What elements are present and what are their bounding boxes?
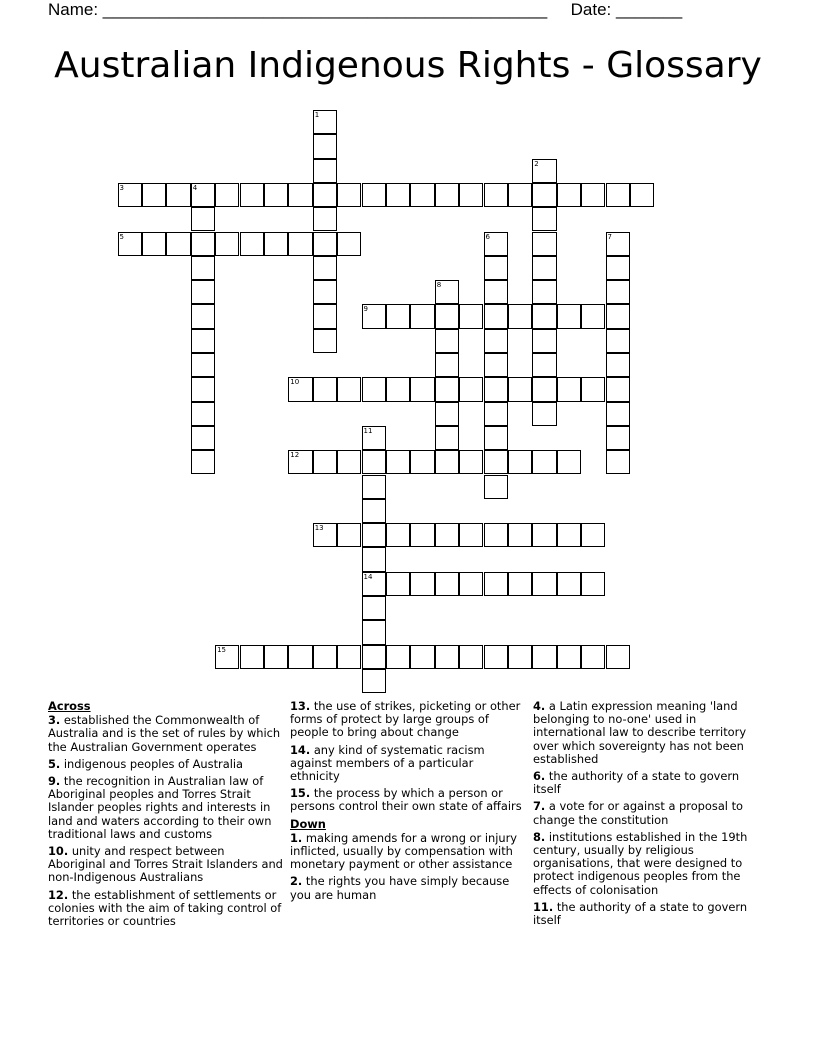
crossword-cell[interactable] bbox=[288, 450, 312, 474]
crossword-cell[interactable] bbox=[386, 304, 410, 328]
crossword-cell[interactable] bbox=[313, 377, 337, 401]
crossword-cell[interactable] bbox=[508, 572, 532, 596]
crossword-cell[interactable] bbox=[459, 572, 483, 596]
crossword-cell[interactable] bbox=[532, 207, 556, 231]
clue-number: 3 bbox=[119, 183, 124, 192]
crossword-cell[interactable] bbox=[410, 377, 434, 401]
crossword-cell[interactable] bbox=[362, 596, 386, 620]
crossword-cell[interactable] bbox=[362, 183, 386, 207]
crossword-cell[interactable] bbox=[313, 256, 337, 280]
crossword-cell[interactable] bbox=[435, 353, 459, 377]
crossword-cell[interactable] bbox=[337, 523, 361, 547]
crossword-cell[interactable] bbox=[337, 232, 361, 256]
crossword-cell[interactable] bbox=[435, 183, 459, 207]
crossword-cell[interactable] bbox=[484, 304, 508, 328]
clue-across-10: 10. unity and respect between Aboriginal and Torres Strait Islanders and non-Indigenous Australians bbox=[48, 844, 283, 885]
crossword-cell[interactable] bbox=[508, 523, 532, 547]
crossword-cell[interactable] bbox=[362, 669, 386, 693]
clue-down-7: 7. a vote for or against a proposal to change the constitution bbox=[533, 799, 744, 827]
crossword-cell[interactable] bbox=[557, 304, 581, 328]
crossword-cell[interactable] bbox=[288, 377, 312, 401]
crossword-cell[interactable] bbox=[337, 450, 361, 474]
crossword-cell[interactable] bbox=[410, 572, 434, 596]
crossword-cell[interactable] bbox=[386, 377, 410, 401]
crossword-cell[interactable] bbox=[362, 620, 386, 644]
crossword-cell[interactable] bbox=[435, 280, 459, 304]
crossword-cell[interactable] bbox=[313, 329, 337, 353]
crossword-cell[interactable] bbox=[264, 232, 288, 256]
crossword-cell[interactable] bbox=[362, 377, 386, 401]
crossword-cell[interactable] bbox=[410, 450, 434, 474]
crossword-cell[interactable] bbox=[508, 645, 532, 669]
crossword-cell[interactable] bbox=[313, 232, 337, 256]
crossword-cell[interactable] bbox=[484, 183, 508, 207]
crossword-cell[interactable] bbox=[557, 450, 581, 474]
crossword-cell[interactable] bbox=[557, 523, 581, 547]
crossword-cell[interactable] bbox=[362, 645, 386, 669]
crossword-cell[interactable] bbox=[288, 232, 312, 256]
crossword-cell[interactable] bbox=[313, 280, 337, 304]
crossword-cell[interactable] bbox=[484, 280, 508, 304]
crossword-cell[interactable] bbox=[386, 523, 410, 547]
crossword-cell[interactable] bbox=[288, 645, 312, 669]
crossword-cell[interactable] bbox=[410, 304, 434, 328]
crossword-cell[interactable] bbox=[435, 450, 459, 474]
crossword-cell[interactable] bbox=[191, 402, 215, 426]
crossword-cell[interactable] bbox=[606, 645, 630, 669]
crossword-cell[interactable] bbox=[191, 207, 215, 231]
crossword-cell[interactable] bbox=[508, 450, 532, 474]
crossword-cell[interactable] bbox=[313, 450, 337, 474]
crossword-cell[interactable] bbox=[484, 426, 508, 450]
crossword-cell[interactable] bbox=[313, 304, 337, 328]
crossword-cell[interactable] bbox=[532, 304, 556, 328]
clue-number: 7 bbox=[607, 232, 612, 241]
crossword-cell[interactable] bbox=[166, 232, 190, 256]
crossword-cell[interactable] bbox=[484, 645, 508, 669]
down-heading: Down bbox=[290, 816, 326, 831]
crossword-cell[interactable] bbox=[118, 183, 142, 207]
clue-number: 6 bbox=[485, 232, 490, 241]
crossword-cell[interactable] bbox=[435, 402, 459, 426]
crossword-cell[interactable] bbox=[191, 232, 215, 256]
crossword-cell[interactable] bbox=[435, 572, 459, 596]
crossword-cell[interactable] bbox=[484, 523, 508, 547]
crossword-cell[interactable] bbox=[386, 450, 410, 474]
crossword-cell[interactable] bbox=[118, 232, 142, 256]
crossword-cell[interactable] bbox=[386, 572, 410, 596]
crossword-cell[interactable] bbox=[606, 304, 630, 328]
crossword-cell[interactable] bbox=[532, 280, 556, 304]
clue-number: 10 bbox=[290, 378, 300, 387]
crossword-cell[interactable] bbox=[264, 645, 288, 669]
crossword-cell[interactable] bbox=[532, 353, 556, 377]
crossword-cell[interactable] bbox=[630, 183, 654, 207]
clue-number: 5 bbox=[119, 232, 124, 241]
date-field-label: Date: _______ bbox=[570, 0, 683, 19]
crossword-cell[interactable] bbox=[410, 645, 434, 669]
clue-number: 11 bbox=[363, 426, 373, 435]
crossword-cell[interactable] bbox=[484, 329, 508, 353]
crossword-cell[interactable] bbox=[508, 377, 532, 401]
crossword-cell[interactable] bbox=[240, 232, 264, 256]
crossword-cell[interactable] bbox=[581, 183, 605, 207]
name-field-label: Name: _______________________________________________ bbox=[48, 0, 548, 19]
crossword-cell[interactable] bbox=[484, 232, 508, 256]
crossword-cell[interactable] bbox=[142, 232, 166, 256]
crossword-cell[interactable] bbox=[191, 304, 215, 328]
clue-down-1: 1. making amends for a wrong or injury inflicted, usually by compensation with monetary payment or other assistance bbox=[290, 830, 518, 872]
crossword-cell[interactable] bbox=[313, 645, 337, 669]
crossword-cell[interactable] bbox=[386, 645, 410, 669]
crossword-cell[interactable] bbox=[410, 523, 434, 547]
crossword-cell[interactable] bbox=[606, 183, 630, 207]
crossword-cell[interactable] bbox=[337, 183, 361, 207]
crossword-cell[interactable] bbox=[606, 402, 630, 426]
crossword-cell[interactable] bbox=[606, 377, 630, 401]
clue-down-2: 2. the rights you have simply because you are human bbox=[290, 874, 510, 902]
clue-number: 4 bbox=[192, 183, 198, 192]
crossword-cell[interactable] bbox=[532, 645, 556, 669]
crossword-cell[interactable] bbox=[459, 645, 483, 669]
crossword-cell[interactable] bbox=[362, 572, 386, 596]
crossword-cell[interactable] bbox=[459, 377, 483, 401]
crossword-cell[interactable] bbox=[532, 256, 556, 280]
clue-across-9: 9. the recognition in Australian law of Aboriginal peoples and Torres Strait Islander peoples rights and interests in land and waters according to their own traditional laws and customs bbox=[48, 774, 272, 841]
crossword-cell[interactable] bbox=[362, 523, 386, 547]
crossword-cell[interactable] bbox=[435, 426, 459, 450]
clue-column-3 bbox=[533, 700, 769, 931]
crossword-cell[interactable] bbox=[606, 329, 630, 353]
crossword-cell[interactable] bbox=[606, 232, 630, 256]
crossword-cell[interactable] bbox=[362, 475, 386, 499]
crossword-cell[interactable] bbox=[532, 159, 556, 183]
crossword-cell[interactable] bbox=[191, 256, 215, 280]
crossword-cell[interactable] bbox=[484, 377, 508, 401]
clue-down-6: 6. the authority of a state to govern itself bbox=[533, 769, 740, 797]
crossword-cell[interactable] bbox=[191, 450, 215, 474]
clue-number: 9 bbox=[363, 305, 368, 314]
clue-across-5: 5. indigenous peoples of Australia bbox=[48, 756, 244, 771]
crossword-cell[interactable] bbox=[606, 280, 630, 304]
clue-across-13: 13. the use of strikes, picketing or other forms of protect by large groups of people to bring about change bbox=[290, 699, 521, 740]
crossword-cell[interactable] bbox=[313, 134, 337, 158]
clue-number: 2 bbox=[534, 159, 539, 168]
crossword-cell[interactable] bbox=[191, 280, 215, 304]
crossword-cell[interactable] bbox=[606, 353, 630, 377]
crossword-cell[interactable] bbox=[362, 547, 386, 571]
crossword-cell[interactable] bbox=[191, 329, 215, 353]
crossword-cell[interactable] bbox=[581, 377, 605, 401]
crossword-cell[interactable] bbox=[532, 232, 556, 256]
clue-number: 12 bbox=[290, 451, 300, 460]
crossword-cell[interactable] bbox=[508, 183, 532, 207]
crossword-cell[interactable] bbox=[435, 329, 459, 353]
crossword-cell[interactable] bbox=[435, 304, 459, 328]
crossword-cell[interactable] bbox=[557, 183, 581, 207]
crossword-cell[interactable] bbox=[264, 183, 288, 207]
crossword-cell[interactable] bbox=[191, 426, 215, 450]
crossword-cell[interactable] bbox=[484, 450, 508, 474]
crossword-cell[interactable] bbox=[313, 159, 337, 183]
clue-column-2 bbox=[290, 700, 526, 906]
clue-across-15: 15. the process by which a person or persons control their own state of affairs bbox=[290, 786, 522, 814]
crossword-cell[interactable] bbox=[386, 183, 410, 207]
crossword-cell[interactable] bbox=[435, 523, 459, 547]
clue-column-1 bbox=[48, 700, 284, 932]
crossword-cell[interactable] bbox=[532, 402, 556, 426]
crossword-cell[interactable] bbox=[215, 232, 239, 256]
crossword-cell[interactable] bbox=[142, 183, 166, 207]
crossword-cell[interactable] bbox=[581, 304, 605, 328]
clue-down-8: 8. institutions established in the 19th century, usually by religious organisations, that were designed to protect indigenous peoples from the effects of colonisation bbox=[533, 829, 748, 897]
clue-number: 1 bbox=[314, 111, 320, 119]
crossword-cell[interactable] bbox=[532, 183, 556, 207]
crossword-cell[interactable] bbox=[435, 645, 459, 669]
crossword-cell[interactable] bbox=[459, 523, 483, 547]
clue-across-12: 12. the establishment of settlements or colonies with the aim of taking control of territories or countries bbox=[48, 887, 282, 929]
crossword-cell[interactable] bbox=[484, 475, 508, 499]
crossword-cell[interactable] bbox=[191, 353, 215, 377]
crossword-cell[interactable] bbox=[166, 183, 190, 207]
crossword-cell[interactable] bbox=[484, 353, 508, 377]
crossword-cell[interactable] bbox=[313, 110, 337, 134]
crossword-cell[interactable] bbox=[557, 645, 581, 669]
crossword-cell[interactable] bbox=[191, 377, 215, 401]
crossword-cell[interactable] bbox=[532, 377, 556, 401]
crossword-cell[interactable] bbox=[581, 572, 605, 596]
crossword-cell[interactable] bbox=[557, 377, 581, 401]
crossword-cell[interactable] bbox=[337, 645, 361, 669]
page-title: Australian Indigenous Rights - Glossary bbox=[54, 45, 762, 86]
clue-down-4: 4. a Latin expression meaning 'land belonging to no-one' used in international law to describe territory over which sovereignty has not been established bbox=[533, 699, 747, 766]
crossword-cell[interactable] bbox=[508, 304, 532, 328]
crossword-cell[interactable] bbox=[191, 183, 215, 207]
crossword-cell[interactable] bbox=[581, 645, 605, 669]
crossword-cell[interactable] bbox=[581, 523, 605, 547]
clue-across-3: 3. established the Commonwealth of Australia and is the set of rules by which the Australian Government operates bbox=[48, 713, 281, 754]
crossword-cell[interactable] bbox=[240, 183, 264, 207]
crossword-cell[interactable] bbox=[606, 256, 630, 280]
crossword-cell[interactable] bbox=[313, 207, 337, 231]
crossword-cell[interactable] bbox=[459, 450, 483, 474]
crossword-cell[interactable] bbox=[313, 183, 337, 207]
crossword-cell[interactable] bbox=[484, 256, 508, 280]
clue-number: 8 bbox=[436, 281, 442, 290]
crossword-cell[interactable] bbox=[532, 523, 556, 547]
crossword-cell[interactable] bbox=[532, 329, 556, 353]
crossword-cell[interactable] bbox=[288, 183, 312, 207]
crossword-cell[interactable] bbox=[215, 183, 239, 207]
across-heading: Across bbox=[48, 699, 91, 713]
crossword-cell[interactable] bbox=[215, 645, 239, 669]
crossword-cell[interactable] bbox=[410, 183, 434, 207]
crossword-cell[interactable] bbox=[362, 304, 386, 328]
crossword-cell[interactable] bbox=[606, 426, 630, 450]
clue-number: 14 bbox=[363, 572, 373, 581]
crossword-cell[interactable] bbox=[484, 402, 508, 426]
crossword-cell[interactable] bbox=[313, 523, 337, 547]
crossword-cell[interactable] bbox=[435, 377, 459, 401]
crossword-cell[interactable] bbox=[362, 499, 386, 523]
crossword-cell[interactable] bbox=[459, 183, 483, 207]
clue-number: 15 bbox=[217, 645, 227, 654]
crossword-cell[interactable] bbox=[557, 572, 581, 596]
crossword-cell[interactable] bbox=[606, 450, 630, 474]
crossword-cell[interactable] bbox=[532, 450, 556, 474]
crossword-cell[interactable] bbox=[484, 572, 508, 596]
clue-number: 13 bbox=[314, 524, 324, 533]
crossword-cell[interactable] bbox=[337, 377, 361, 401]
crossword-cell[interactable] bbox=[240, 645, 264, 669]
crossword-cell[interactable] bbox=[532, 572, 556, 596]
clue-down-11: 11. the authority of a state to govern itself bbox=[533, 899, 748, 928]
crossword-cell[interactable] bbox=[459, 304, 483, 328]
clue-across-14: 14. any kind of systematic racism against members of a particular ethnicity bbox=[290, 742, 485, 784]
crossword-cell[interactable] bbox=[362, 426, 386, 450]
crossword-cell[interactable] bbox=[362, 450, 386, 474]
